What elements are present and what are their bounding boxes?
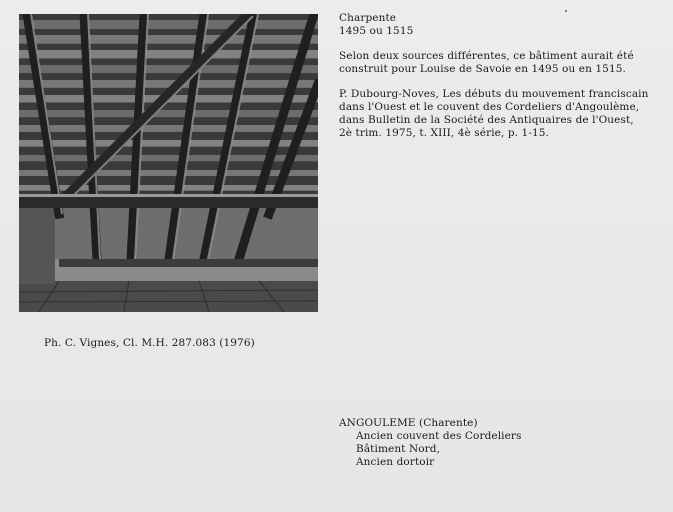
punch-mark	[565, 10, 567, 12]
reference-line-4: 2è trim. 1975, t. XIII, 4è série, p. 1-15.	[339, 127, 549, 139]
location-city: ANGOULEME (Charente)	[339, 417, 478, 429]
reference-line-1: P. Dubourg-Noves, Les débuts du mouvement franciscain	[339, 88, 649, 100]
reference-line-2: dans l'Ouest et le couvent des Cordeliers d'Angoulème,	[339, 101, 640, 113]
photo-credit: Ph. C. Vignes, Cl. M.H. 287.083 (1976)	[44, 337, 255, 349]
reference-line-3: dans Bulletin de la Société des Antiquaires de l'Ouest,	[339, 114, 634, 126]
caption-title: Charpente	[339, 12, 397, 24]
roof-timber-framing-photo	[19, 14, 318, 312]
location-room: Ancien dortoir	[356, 456, 435, 468]
caption-date: 1495 ou 1515	[339, 25, 414, 37]
location-building: Bâtiment Nord,	[356, 443, 441, 455]
caption-note-line-2: construit pour Louise de Savoie en 1495 ou en 1515.	[339, 63, 626, 75]
location-site: Ancien couvent des Cordeliers	[356, 430, 522, 442]
caption-note-line-1: Selon deux sources différentes, ce bâtiment aurait été	[339, 50, 634, 62]
